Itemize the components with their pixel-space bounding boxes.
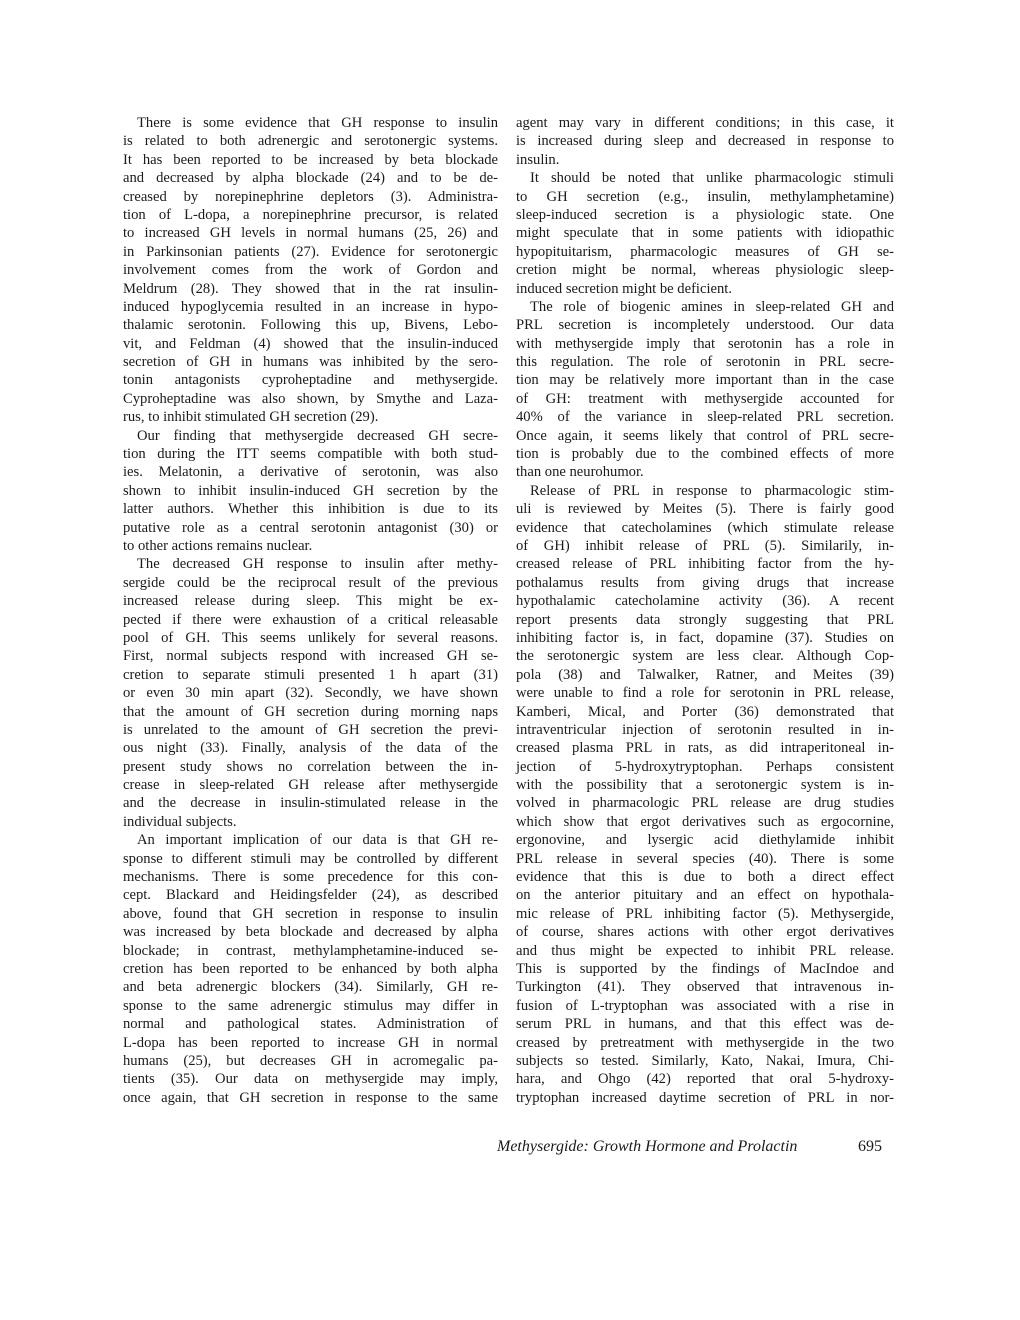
text-line: pothalamus results from giving drugs that increase bbox=[516, 574, 894, 591]
text-line: It has been reported to be increased by beta blockade bbox=[123, 151, 498, 168]
text-line: blockade; in contrast, methylamphetamine-induced se- bbox=[123, 942, 498, 959]
text-line: of course, shares actions with other ergot derivatives bbox=[516, 924, 894, 941]
text-line: sponse to different stimuli may be controlled by different bbox=[123, 850, 498, 867]
text-line: cretion has been reported to be enhanced by both alpha bbox=[123, 960, 498, 977]
text-line: hypopituitarism, pharmacologic measures of GH se- bbox=[516, 243, 894, 260]
text-line: Meldrum (28). They showed that in the rat insulin- bbox=[123, 280, 498, 297]
text-line: cretion to separate stimuli presented 1 h apart (31) bbox=[123, 666, 498, 683]
text-line: cretion might be normal, whereas physiologic sleep- bbox=[516, 262, 894, 279]
text-line: cept. Blackard and Heidingsfelder (24), as described bbox=[123, 887, 498, 904]
text-line: PRL release in several species (40). There is some bbox=[516, 850, 894, 867]
text-line: The role of biogenic amines in sleep-related GH and bbox=[530, 298, 894, 315]
text-line: creased by pretreatment with methysergide in the two bbox=[516, 1034, 894, 1051]
text-line: putative role as a central serotonin antagonist (30) or bbox=[123, 519, 498, 536]
text-line: uli is reviewed by Meites (5). There is fairly good bbox=[516, 501, 894, 518]
text-line: of GH: treatment with methysergide accounted for bbox=[516, 390, 894, 407]
paragraph bbox=[516, 298, 894, 482]
text-line: ous night (33). Finally, analysis of the data of the bbox=[123, 740, 498, 757]
page-number: 695 bbox=[858, 1138, 882, 1155]
text-line: was increased by beta blockade and decreased by alpha bbox=[123, 924, 498, 941]
text-line: might speculate that in some patients with idiopathic bbox=[516, 225, 894, 242]
paragraph bbox=[516, 114, 894, 169]
text-line: There is some evidence that GH response to insulin bbox=[137, 115, 498, 131]
text-line: normal and pathological states. Administration of bbox=[123, 1016, 498, 1033]
text-line: subjects so tested. Similarly, Kato, Nakai, Imura, Chi- bbox=[516, 1052, 894, 1069]
text-line: 40% of the variance in sleep-related PRL secretion. bbox=[516, 409, 894, 426]
text-line: Our finding that methysergide decreased GH secre- bbox=[137, 427, 498, 444]
paragraph bbox=[516, 482, 894, 1107]
text-line: sponse to the same adrenergic stimulus may differ in bbox=[123, 997, 498, 1014]
text-line: with methysergide imply that serotonin has a role in bbox=[516, 335, 894, 352]
text-line: This is supported by the findings of MacIndoe and bbox=[516, 960, 894, 977]
text-line: to increased GH levels in normal humans (25, 26) and bbox=[123, 225, 498, 242]
paragraph bbox=[123, 427, 498, 556]
text-line: tients (35). Our data on methysergide may imply, bbox=[123, 1071, 498, 1088]
text-line: or even 30 min apart (32). Secondly, we have shown bbox=[123, 685, 498, 702]
text-line: latter authors. Whether this inhibition is due to its bbox=[123, 501, 498, 518]
text-line: tion is probably due to the combined effects of more bbox=[516, 446, 894, 463]
text-line: ergonovine, and lysergic acid diethylamide inhibit bbox=[516, 832, 894, 849]
text-line: intraventricular injection of serotonin resulted in in- bbox=[516, 721, 894, 738]
text-line: on the anterior pituitary and an effect on hypothala- bbox=[516, 887, 894, 904]
text-line: tion may be relatively more important than in the case bbox=[516, 372, 894, 389]
text-line: is related to both adrenergic and serotonergic systems. bbox=[123, 133, 498, 150]
text-line: pected if there were exhaustion of a critical releasable bbox=[123, 611, 498, 628]
text-line: pola (38) and Talwalker, Ratner, and Meites (39) bbox=[516, 666, 894, 683]
text-line: evidence that this is due to both a direct effect bbox=[516, 869, 894, 886]
text-line: the serotonergic system are less clear. Although Cop- bbox=[516, 648, 894, 665]
text-line: sergide could be the reciprocal result of the previous bbox=[123, 574, 498, 591]
text-line: hara, and Ohgo (42) reported that oral 5-hydroxy- bbox=[516, 1071, 894, 1088]
text-line: is unrelated to the amount of GH secretion the previ- bbox=[123, 721, 498, 738]
text-line: creased release of PRL inhibiting factor from the hy- bbox=[516, 556, 894, 573]
paragraph bbox=[123, 831, 498, 1107]
text-line: to GH secretion (e.g., insulin, methylamphetamine) bbox=[516, 188, 894, 205]
text-line: induced hypoglycemia resulted in an increase in hypo- bbox=[123, 298, 498, 315]
text-line: First, normal subjects respond with increased GH se- bbox=[123, 648, 498, 665]
text-line: tonin antagonists cyproheptadine and methysergide. bbox=[123, 372, 498, 389]
text-line: present study shows no correlation between the in- bbox=[123, 758, 498, 775]
text-line: than one neurohumor. bbox=[516, 464, 644, 481]
text-line: involvement comes from the work of Gordon and bbox=[123, 262, 498, 279]
text-line: inhibiting factor is, in fact, dopamine (37). Studies on bbox=[516, 629, 894, 646]
text-line: that the amount of GH secretion during morning naps bbox=[123, 703, 498, 720]
text-line: jection of 5-hydroxytryptophan. Perhaps consistent bbox=[516, 758, 894, 775]
text-line: Turkington (41). They observed that intravenous in- bbox=[516, 979, 894, 996]
text-line: thalamic serotonin. Following this up, Bivens, Lebo- bbox=[123, 317, 498, 334]
text-line: to other actions remains nuclear. bbox=[123, 537, 313, 554]
text-line: Once again, it seems likely that control of PRL secre- bbox=[516, 427, 894, 444]
text-line: increased release during sleep. This might be ex- bbox=[123, 593, 498, 610]
text-line: humans (25), but decreases GH in acromegalic pa- bbox=[123, 1052, 498, 1069]
left-column bbox=[123, 114, 498, 1107]
text-line: with the possibility that a serotonergic system is in- bbox=[516, 777, 894, 794]
text-line: tion of L-dopa, a norepinephrine precursor, is related bbox=[123, 206, 498, 223]
text-line: report presents data strongly suggesting that PRL bbox=[516, 611, 894, 628]
text-line: in Parkinsonian patients (27). Evidence for serotonergic bbox=[123, 243, 498, 260]
text-line: evidence that catecholamines (which stimulate release bbox=[516, 519, 894, 536]
text-line: crease in sleep-related GH release after methysergide bbox=[123, 777, 498, 794]
text-line: agent may vary in different conditions; in this case, it bbox=[516, 115, 894, 131]
text-line: and decreased by alpha blockade (24) and to be de- bbox=[123, 170, 498, 187]
text-line: serum PRL in humans, and that this effect was de- bbox=[516, 1016, 894, 1033]
text-line: fusion of L-tryptophan was associated with a rise in bbox=[516, 997, 894, 1014]
text-line: The decreased GH response to insulin after methy- bbox=[137, 556, 498, 573]
text-line: L-dopa has been reported to increase GH in normal bbox=[123, 1034, 498, 1051]
text-line: were unable to find a role for serotonin in PRL release, bbox=[516, 685, 894, 702]
text-line: and the decrease in insulin-stimulated release in the bbox=[123, 795, 498, 812]
text-line: rus, to inhibit stimulated GH secretion (29). bbox=[123, 409, 379, 426]
text-line: ies. Melatonin, a derivative of serotonin, was also bbox=[123, 464, 498, 481]
text-line: creased plasma PRL in rats, as did intraperitoneal in- bbox=[516, 740, 894, 757]
text-line: Cyproheptadine was also shown, by Smythe and Laza- bbox=[123, 390, 498, 407]
text-line: Kamberi, Mical, and Porter (36) demonstrated that bbox=[516, 703, 894, 720]
text-line: which show that ergot derivatives such as ergocornine, bbox=[516, 813, 894, 830]
text-line: once again, that GH secretion in response to the same bbox=[123, 1089, 498, 1106]
text-line: is increased during sleep and decreased in response to bbox=[516, 133, 894, 150]
text-line: of GH) inhibit release of PRL (5). Similarily, in- bbox=[516, 537, 894, 554]
text-line: tryptophan increased daytime secretion of PRL in nor- bbox=[516, 1089, 894, 1106]
text-line: individual subjects. bbox=[123, 813, 237, 830]
text-line: An important implication of our data is that GH re- bbox=[137, 832, 498, 849]
text-line: Release of PRL in response to pharmacologic stim- bbox=[530, 482, 894, 499]
paragraph bbox=[123, 555, 498, 831]
text-line: sleep-induced secretion is a physiologic state. One bbox=[516, 206, 894, 223]
text-line: mechanisms. There is some precedence for this con- bbox=[123, 869, 498, 886]
text-line: vit, and Feldman (4) showed that the insulin-induced bbox=[123, 335, 498, 352]
text-line: secretion of GH in humans was inhibited by the sero- bbox=[123, 354, 498, 371]
text-line: and thus might be expected to inhibit PRL release. bbox=[516, 942, 894, 959]
text-line: shown to inhibit insulin-induced GH secretion by the bbox=[123, 482, 498, 499]
text-line: above, found that GH secretion in response to insulin bbox=[123, 905, 498, 922]
right-column bbox=[516, 114, 894, 1107]
text-line: hypothalamic catecholamine activity (36). A recent bbox=[516, 593, 894, 610]
running-title: Methysergide: Growth Hormone and Prolactin bbox=[497, 1138, 798, 1155]
text-line: insulin. bbox=[516, 151, 560, 168]
paragraph bbox=[516, 169, 894, 298]
text-line: and beta adrenergic blockers (34). Similarly, GH re- bbox=[123, 979, 498, 996]
text-line: induced secretion might be deficient. bbox=[516, 280, 732, 297]
text-line: creased by norepinephrine depletors (3). Administra- bbox=[123, 188, 498, 205]
paragraph bbox=[123, 114, 498, 427]
text-line: this regulation. The role of serotonin in PRL secre- bbox=[516, 354, 894, 371]
text-line: mic release of PRL inhibiting factor (5). Methysergide, bbox=[516, 905, 894, 922]
text-line: pool of GH. This seems unlikely for several reasons. bbox=[123, 629, 498, 646]
text-line: PRL secretion is incompletely understood. Our data bbox=[516, 317, 894, 334]
text-line: It should be noted that unlike pharmacologic stimuli bbox=[530, 170, 894, 187]
text-line: volved in pharmacologic PRL release are drug studies bbox=[516, 795, 894, 812]
text-line: tion during the ITT seems compatible with both stud- bbox=[123, 446, 498, 463]
